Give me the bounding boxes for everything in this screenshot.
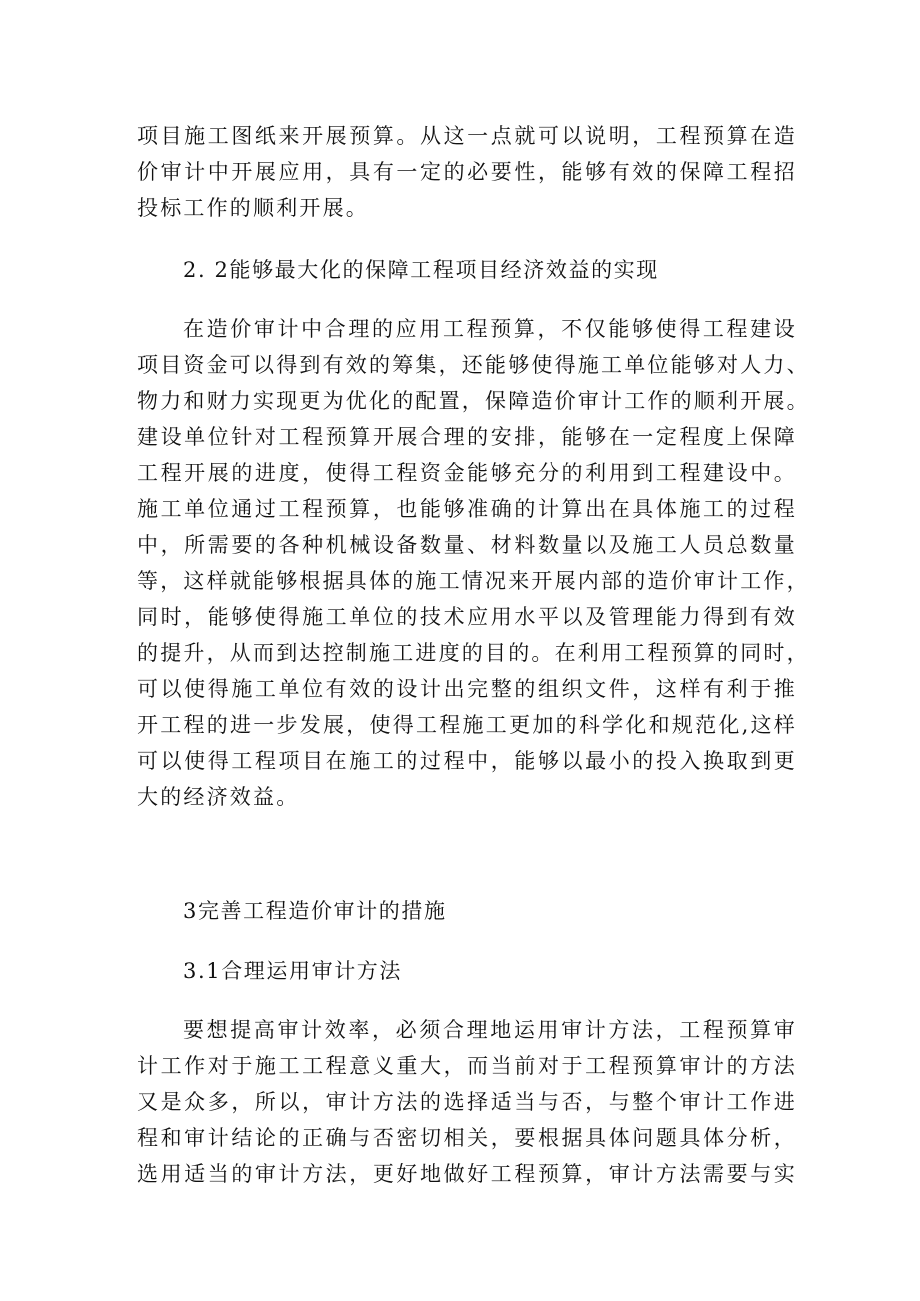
paragraph-2-line: 大的经济效益。 xyxy=(137,785,300,809)
paragraph-2-line: 工程开展的进度，使得工程资金能够充分的利用到工程建设中。 xyxy=(137,461,797,485)
paragraph-2-line: 物力和财力实现更为优化的配置，保障造价审计工作的顺利开展。 xyxy=(137,389,810,413)
paragraph-2-line: 的提升，从而到达控制施工进度的目的。在利用工程预算的同时， xyxy=(137,641,810,665)
section-heading-3-1: 3.1合理运用审计方法 xyxy=(183,959,402,983)
paragraph-2-line: 开工程的进一步发展，使得工程施工更加的科学化和规范化,这样 xyxy=(137,713,797,737)
paragraph-1-line: 价审计中开展应用，具有一定的必要性，能够有效的保障工程招 xyxy=(137,160,797,184)
paragraph-2-line: 建设单位针对工程预算开展合理的安排，能够在一定程度上保障 xyxy=(137,425,797,449)
paragraph-2-line: 等，这样就能够根据具体的施工情况来开展内部的造价审计工作， xyxy=(137,569,810,593)
paragraph-3-line: 选用适当的审计方法，更好地做好工程预算，审计方法需要与实 xyxy=(137,1162,797,1186)
paragraph-1 xyxy=(137,118,797,226)
section-heading-2-2: 2. 2能够最大化的保障工程项目经济效益的实现 xyxy=(183,258,659,282)
paragraph-2-line: 可以使得施工单位有效的设计出完整的组织文件，这样有利于推 xyxy=(137,677,797,701)
paragraph-3-line: 又是众多，所以，审计方法的选择适当与否，与整个审计工作进 xyxy=(137,1090,797,1114)
paragraph-3-line: 程和审计结论的正确与否密切相关，要根据具体问题具体分析， xyxy=(137,1126,797,1150)
paragraph-3-line: 要想提高审计效率，必须合理地运用审计方法，工程预算审 xyxy=(183,1018,797,1042)
paragraph-2-line: 同时，能够使得施工单位的技术应用水平以及管理能力得到有效 xyxy=(137,605,797,629)
paragraph-2-line: 中，所需要的各种机械设备数量、材料数量以及施工人员总数量 xyxy=(137,533,797,557)
paragraph-2-line: 项目资金可以得到有效的筹集，还能够使得施工单位能够对人力、 xyxy=(137,353,810,377)
paragraph-2-line: 施工单位通过工程预算，也能够准确的计算出在具体施工的过程 xyxy=(137,497,797,521)
paragraph-3-line: 计工作对于施工工程意义重大，而当前对于工程预算审计的方法 xyxy=(137,1054,797,1078)
section-heading-3: 3完善工程造价审计的措施 xyxy=(183,899,447,923)
paragraph-2-line: 在造价审计中合理的应用工程预算，不仅能够使得工程建设 xyxy=(183,317,797,341)
paragraph-1-line: 投标工作的顺利开展。 xyxy=(137,196,369,220)
paragraph-2 xyxy=(137,311,810,815)
paragraph-3 xyxy=(137,1012,797,1192)
paragraph-1-line: 项目施工图纸来开展预算。从这一点就可以说明，工程预算在造 xyxy=(137,124,797,148)
paragraph-2-line: 可以使得工程项目在施工的过程中，能够以最小的投入换取到更 xyxy=(137,749,797,773)
